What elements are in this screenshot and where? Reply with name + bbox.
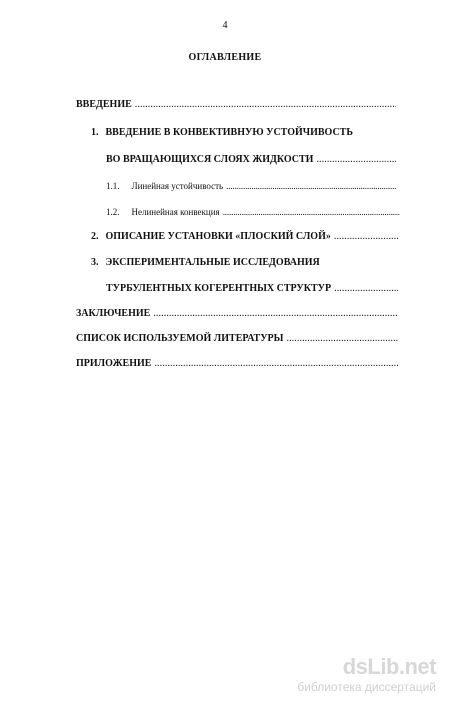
toc-entry-chapter-3-continued	[106, 282, 398, 296]
toc-entry-label: ВВЕДЕНИЕ	[76, 99, 132, 110]
toc-entry-label: Нелинейная конвекция	[131, 207, 220, 217]
dot-leader	[226, 179, 396, 193]
toc-entry-label: ВО ВРАЩАЮЩИХСЯ СЛОЯХ ЖИДКОСТИ	[106, 154, 314, 165]
page-title: ОГЛАВЛЕНИЕ	[188, 52, 262, 63]
toc-entry-chapter-1-continued	[106, 153, 396, 167]
toc-entry-label: ОПИСАНИЕ УСТАНОВКИ «ПЛОСКИЙ СЛОЙ»	[105, 231, 331, 242]
dot-leader	[286, 332, 398, 346]
page-number: 4	[222, 20, 228, 31]
toc-entry-label: Линейная устойчивость	[131, 181, 224, 191]
dot-leader	[135, 98, 396, 112]
watermark-subtitle: библиотека диссертаций	[297, 680, 436, 694]
watermark	[266, 654, 436, 698]
toc-entry-literature	[76, 332, 398, 346]
dot-leader	[223, 205, 400, 219]
toc-entry-number: 3.	[91, 257, 99, 268]
toc-entry-label: ПРИЛОЖЕНИЕ	[76, 358, 152, 369]
toc-entry-number: 2.	[91, 231, 99, 242]
toc-entry-chapter-3	[91, 256, 411, 270]
dot-leader	[334, 282, 398, 296]
toc-entry-number: 1.	[91, 127, 99, 138]
dot-leader	[154, 357, 398, 371]
toc-entry-label: ЗАКЛЮЧЕНИЕ	[76, 308, 151, 319]
toc-entry-section-1-2	[106, 205, 400, 219]
toc-entry-conclusion	[76, 307, 398, 321]
dot-leader	[334, 230, 398, 244]
toc-entry-label: ЭКСПЕРИМЕНТАЛЬНЫЕ ИССЛЕДОВАНИЯ	[105, 257, 320, 268]
dot-leader	[316, 153, 396, 167]
toc-entry-label: СПИСОК ИСПОЛЬЗУЕМОЙ ЛИТЕРАТУРЫ	[76, 333, 284, 344]
toc-entry-section-1-1	[106, 179, 396, 193]
toc-entry-chapter-1	[91, 126, 411, 140]
toc-entry-number: 1.1.	[106, 181, 120, 191]
toc-entry-number: 1.2.	[106, 207, 120, 217]
toc-entry-introduction	[76, 98, 396, 112]
dot-leader	[153, 307, 398, 321]
toc-entry-label: ВВЕДЕНИЕ В КОНВЕКТИВНУЮ УСТОЙЧИВОСТЬ	[105, 127, 353, 138]
toc-entry-label: ТУРБУЛЕНТНЫХ КОГЕРЕНТНЫХ СТРУКТУР	[106, 283, 332, 294]
watermark-logo: dsLib.net	[342, 654, 436, 679]
toc-entry-chapter-2	[91, 230, 398, 244]
toc-entry-appendix	[76, 357, 398, 371]
